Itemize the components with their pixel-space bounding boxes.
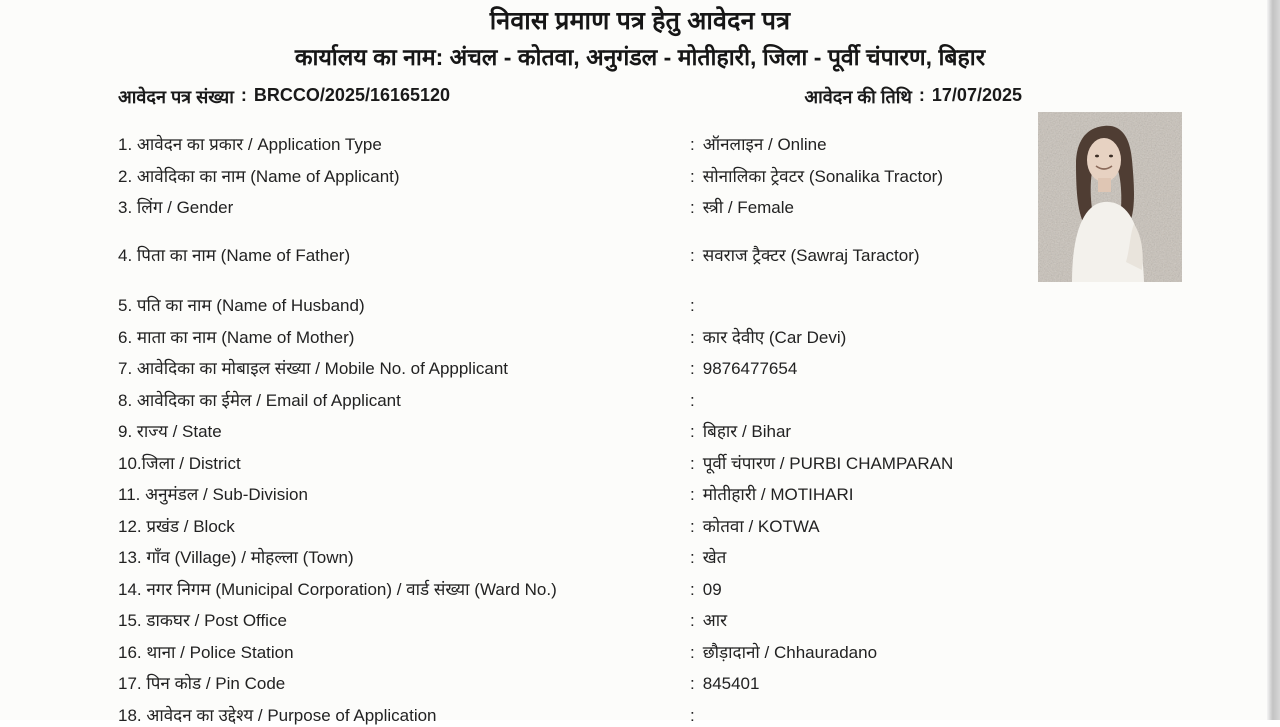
field-value-text: 845401: [702, 674, 760, 693]
field-value: [690, 642, 877, 664]
field-label: 18. आवेदन का उद्देश्य / Purpose of Application: [118, 705, 437, 725]
field-label: 13. गाँव (Village) / मोहल्ला (Town): [118, 548, 354, 567]
form-row-ward-number: [118, 579, 1280, 601]
field-label: 2. आवेदिका का नाम (Name of Applicant): [118, 166, 400, 186]
field-value: [690, 673, 759, 695]
field-label: 10.जिला / District: [118, 453, 241, 473]
application-date: [804, 85, 1022, 109]
field-value-text: कोतवा / KOTWA: [702, 516, 820, 536]
field-value-text: ऑनलाइन / Online: [702, 135, 827, 154]
field-value: [690, 197, 794, 219]
field-value-text: पूर्वी चंपारण / PURBI CHAMPARAN: [702, 453, 954, 473]
field-label: 9. राज्य / State: [118, 422, 222, 441]
application-number-value: BRCCO/2025/16165120: [253, 85, 451, 105]
colon: :: [690, 327, 695, 347]
applicant-photo: [1038, 112, 1182, 282]
field-value-text: सोनालिका ट्रेवटर (Sonalika Tractor): [702, 166, 943, 186]
colon: :: [690, 246, 695, 265]
application-date-value: 17/07/2025: [931, 85, 1022, 105]
field-value-text: सवराज ट्रैक्टर (Sawraj Taractor): [702, 246, 920, 265]
application-number: [118, 85, 450, 109]
form-row-purpose: [118, 705, 1280, 727]
field-value: [690, 610, 727, 632]
field-value: [690, 358, 797, 380]
field-label: 5. पति का नाम (Name of Husband): [118, 296, 365, 315]
field-label: 4. पिता का नाम (Name of Father): [118, 246, 351, 265]
field-label: 12. प्रखंड / Block: [118, 516, 235, 536]
field-label: 14. नगर निगम (Municipal Corporation) / वार्ड संख्या (Ward No.): [118, 579, 557, 599]
field-value: [690, 705, 703, 727]
applicant-photo-image: [1038, 112, 1182, 282]
form-row-post-office: [118, 610, 1280, 632]
colon: :: [690, 296, 695, 315]
field-label: 8. आवेदिका का ईमेल / Email of Applicant: [118, 390, 401, 410]
colon: :: [690, 642, 695, 662]
application-number-label: आवेदन पत्र संख्या: [118, 87, 234, 107]
field-label: 6. माता का नाम (Name of Mother): [118, 327, 355, 347]
field-value-text: आर: [702, 611, 728, 630]
colon: :: [690, 359, 695, 378]
field-value: [690, 134, 827, 156]
form-row-village-town: [118, 547, 1280, 569]
form-row-mobile-number: [118, 358, 1280, 380]
form-row-district: [118, 453, 1280, 475]
field-value-text: स्त्री / Female: [702, 198, 794, 217]
field-value-text: मोतीहारी / MOTIHARI: [702, 485, 854, 504]
colon: :: [690, 611, 695, 630]
colon: :: [690, 390, 695, 410]
field-value-text: कार देवीए (Car Devi): [702, 327, 847, 347]
field-value: [690, 579, 722, 601]
field-value: [690, 516, 820, 538]
field-value: [690, 327, 846, 349]
field-label: 17. पिन कोड / Pin Code: [118, 674, 286, 693]
application-meta-row: [118, 85, 1022, 109]
form-row-husband-name: [118, 295, 1280, 317]
form-row-block: [118, 516, 1280, 538]
field-value: [690, 421, 791, 443]
field-value-text: 9876477654: [702, 359, 798, 378]
form-row-email: [118, 390, 1280, 412]
colon: :: [690, 422, 695, 441]
field-value: [690, 453, 953, 475]
colon: :: [690, 548, 695, 567]
field-label: 15. डाकघर / Post Office: [118, 611, 287, 630]
colon: :: [690, 166, 695, 186]
field-label: 1. आवेदन का प्रकार / Application Type: [118, 135, 382, 154]
colon: :: [690, 485, 695, 504]
document-title: निवास प्रमाण पत्र हेतु आवेदन पत्र: [489, 7, 791, 35]
field-value: [690, 295, 703, 317]
field-value-text: 09: [702, 579, 722, 599]
field-label: 16. थाना / Police Station: [118, 642, 294, 662]
field-value: [690, 484, 853, 506]
field-value-text: छौड़ादानो / Chhauradano: [702, 642, 878, 662]
colon: :: [690, 579, 695, 599]
office-name-line: कार्यालय का नाम: अंचल - कोतवा, अनुगंडल - मोतीहारी, जिला - पूर्वी चंपारण, बिहार: [294, 44, 986, 70]
field-value-text: खेत: [702, 548, 727, 567]
colon: :: [690, 674, 695, 693]
colon: :: [690, 135, 695, 154]
colon: :: [690, 198, 695, 217]
colon: :: [690, 705, 695, 725]
field-value: [690, 390, 703, 412]
colon: :: [690, 516, 695, 536]
form-row-mother-name: [118, 327, 1280, 349]
field-value: [690, 547, 726, 569]
colon: :: [690, 453, 695, 473]
form-row-pin-code: [118, 673, 1280, 695]
form-row-subdivision: [118, 484, 1280, 506]
colon: :: [240, 85, 247, 105]
colon: :: [918, 85, 925, 105]
field-label: 3. लिंग / Gender: [118, 198, 234, 217]
field-value-text: बिहार / Bihar: [702, 422, 792, 441]
form-row-police-station: [118, 642, 1280, 664]
application-date-label: आवेदन की तिथि: [804, 87, 912, 107]
field-value: [690, 245, 920, 267]
field-label: 11. अनुमंडल / Sub-Division: [118, 485, 308, 504]
page-edge-shadow: [1267, 0, 1280, 720]
field-value: [690, 166, 943, 188]
form-row-state: [118, 421, 1280, 443]
field-label: 7. आवेदिका का मोबाइल संख्या / Mobile No. of Appplicant: [118, 359, 508, 378]
